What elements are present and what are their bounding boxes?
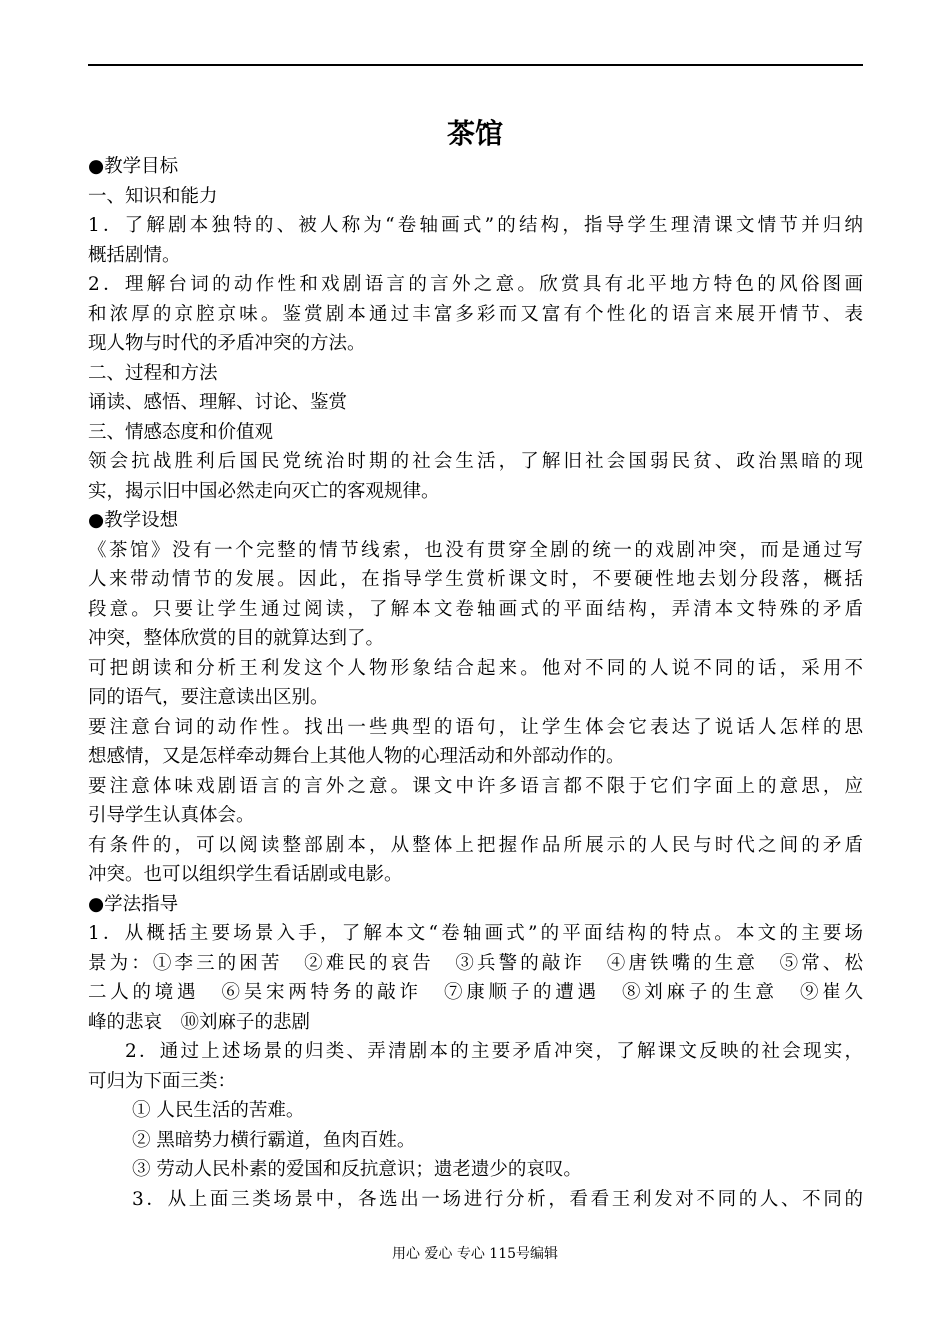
text-line: 实，揭示旧中国必然走向灭亡的客观规律。	[88, 480, 440, 502]
list-item: ① 人民生活的苦难。	[132, 1100, 305, 1121]
text-line: 3．从上面三类场景中，各选出一场进行分析，看看王利发对不同的人、不同的	[132, 1188, 863, 1210]
text-line: 要注意体味戏剧语言的言外之意。课文中许多语言都不限于它们字面上的意思，应	[88, 775, 863, 797]
page-title: 茶馆	[446, 117, 503, 150]
subheading-knowledge-ability: 一、知识和能力	[88, 185, 218, 207]
text-line: 1．从概括主要场景入手，了解本文“卷轴画式”的平面结构的特点。本文的主要场	[88, 923, 863, 944]
text-line: 2．理解台词的动作性和戏剧语言的言外之意。欣赏具有北平地方特色的风俗图画	[88, 274, 863, 295]
document-body	[88, 152, 863, 1214]
section-heading-teaching-goals: ●教学目标	[88, 156, 179, 177]
text-line: 冲突。也可以组织学生看话剧或电影。	[88, 864, 403, 885]
text-line: 人来带动情节的发展。因此，在指导学生赏析课文时，不要硬性地去划分段落，概括	[88, 569, 863, 590]
page-footer: 用心 爱心 专心 115号编辑	[391, 1246, 559, 1262]
section-heading-teaching-design: ●教学设想	[88, 510, 179, 531]
text-line: 领会抗战胜利后国民党统治时期的社会生活，了解旧社会国弱民贫、政治黑暗的现	[88, 451, 863, 472]
text-line: 景为：①李三的困苦 ②难民的哀告 ③兵警的敲诈 ④唐铁嘴的生意 ⑤常、松	[88, 952, 863, 974]
text-line: 段意。只要让学生通过阅读，了解本文卷轴画式的平面结构，弄清本文特殊的矛盾	[88, 598, 863, 620]
text-line: 二人的境遇 ⑥吴宋两特务的敲诈 ⑦康顺子的遭遇 ⑧刘麻子的生意 ⑨崔久	[88, 982, 863, 1003]
text-line: 1．了解剧本独特的、被人称为“卷轴画式”的结构，指导学生理清课文情节并归纳	[88, 215, 863, 236]
text-line: 诵读、感悟、理解、讨论、鉴赏	[88, 392, 348, 413]
text-line: 和浓厚的京腔京味。鉴赏剧本通过丰富多彩而又富有个性化的语言来展开情节、表	[88, 303, 863, 325]
list-item: ③ 劳动人民朴素的爱国和反抗意识；遗老遗少的哀叹。	[132, 1159, 582, 1180]
text-line: 可把朗读和分析王利发这个人物形象结合起来。他对不同的人说不同的话，采用不	[88, 657, 863, 679]
subheading-process-method: 二、过程和方法	[88, 362, 218, 384]
text-line: 冲突，整体欣赏的目的就算达到了。	[88, 628, 385, 649]
section-heading-study-guide: ●学法指导	[88, 893, 179, 915]
header-rule	[88, 64, 863, 66]
text-line: 概括剧情。	[88, 244, 181, 266]
text-line: 现人物与时代的矛盾冲突的方法。	[88, 333, 366, 354]
text-line: 引导学生认真体会。	[88, 805, 255, 826]
text-line: 峰的悲哀 ⑩刘麻子的悲剧	[88, 1011, 311, 1033]
text-line: 想感情，又是怎样牵动舞台上其他人物的心理活动和外部动作的。	[88, 746, 625, 767]
text-line: 2．通过上述场景的归类、弄清剧本的主要矛盾冲突，了解课文反映的社会现实，	[125, 1041, 863, 1062]
text-line: 同的语气，要注意读出区别。	[88, 687, 329, 708]
list-item: ② 黑暗势力横行霸道，鱼肉百姓。	[132, 1129, 416, 1151]
text-line: 要注意台词的动作性。找出一些典型的语句，让学生体会它表达了说话人怎样的思	[88, 716, 863, 738]
text-line: 有条件的，可以阅读整部剧本，从整体上把握作品所展示的人民与时代之间的矛盾	[88, 834, 863, 856]
text-line: 《茶馆》没有一个完整的情节线索，也没有贯穿全剧的统一的戏剧冲突，而是通过写	[88, 539, 863, 561]
text-line: 可归为下面三类：	[88, 1070, 237, 1092]
subheading-attitude-values: 三、情感态度和价值观	[88, 421, 274, 443]
